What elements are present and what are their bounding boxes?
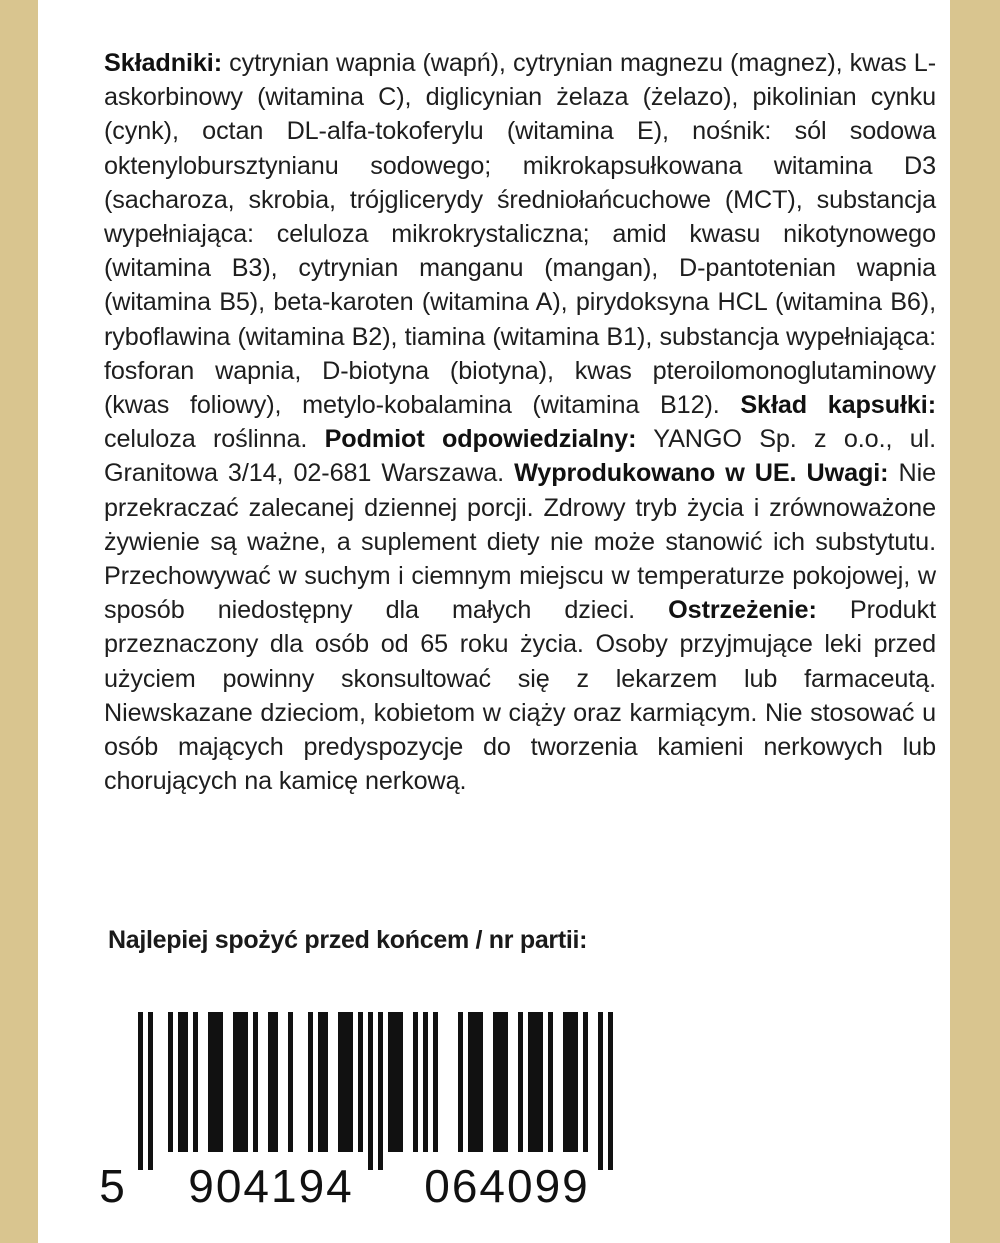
label-ostrzezenie: Ostrzeżenie: (668, 596, 817, 625)
barcode-bar (468, 1012, 483, 1152)
barcode-bar (288, 1012, 293, 1152)
barcode-bar (233, 1012, 248, 1152)
barcode-bar (338, 1012, 353, 1152)
barcode-bar (563, 1012, 578, 1152)
barcode-bar (148, 1012, 153, 1170)
barcode-bar (268, 1012, 278, 1152)
label-wyprodukowano: Wyprodukowano w UE. (514, 459, 797, 488)
barcode-bar (388, 1012, 403, 1152)
barcode-bar (178, 1012, 188, 1152)
label-podmiot: Podmiot odpowiedzialny: (324, 425, 637, 454)
text-uwagi: Nie przekraczać zalecanej dziennej porcji. Zdrowy tryb życia i zrównoważone żywienie są ważne, a suplement diety nie może stanowić ich substytutu. Przechowywać w suchym i ciemnym miejscu w temperaturze pokojowej, w sposób niedostępny dla małych dzieci. (104, 459, 936, 625)
barcode-bars (138, 1012, 613, 1170)
barcode-bar (608, 1012, 613, 1170)
barcode-bar (368, 1012, 373, 1170)
barcode-bar (583, 1012, 588, 1152)
barcode-bar (138, 1012, 143, 1170)
barcode-digit-first: 5 (99, 1160, 125, 1212)
barcode-bar (423, 1012, 428, 1152)
barcode (98, 1012, 638, 1212)
text-ostrzezenie: Produkt przeznaczony dla osób od 65 roku życia. Osoby przyjmujące leki przed użyciem powinny skonsultować się z lekarzem lub farmaceutą. Niewskazane dzieciom, kobietom w ciąży oraz karmiącym. Nie stosować u osób mających predyspozycje do tworzenia kamieni nerkowych lub chorujących na kamicę nerkową. (104, 596, 936, 796)
barcode-bar (458, 1012, 463, 1152)
label-uwagi: Uwagi: (806, 459, 889, 488)
barcode-bar (253, 1012, 258, 1152)
barcode-bar (598, 1012, 603, 1170)
best-before-label: Najlepiej spożyć przed końcem / nr partii: (108, 926, 588, 954)
barcode-bar (308, 1012, 313, 1152)
label-skladniki: Składniki: (104, 49, 222, 77)
barcode-digits-right: 064099 (424, 1160, 590, 1212)
barcode-bar (413, 1012, 418, 1152)
barcode-bar (378, 1012, 383, 1170)
label-sklad-kapsulki: Skład kapsułki: (740, 391, 936, 420)
barcode-bar (318, 1012, 328, 1152)
barcode-bar (433, 1012, 438, 1152)
label-card (38, 0, 950, 1243)
barcode-bar (193, 1012, 198, 1152)
text-sklad-kapsulki: celuloza roślinna. (104, 425, 325, 454)
barcode-bar (518, 1012, 523, 1152)
text-podmiot: YANGO Sp. z o.o., ul. Granitowa 3/14, 02-681 Warszawa. (104, 425, 937, 488)
barcode-bar (548, 1012, 553, 1152)
text-skladniki: cytrynian wapnia (wapń), cytrynian magnezu (magnez), kwas L-askorbinowy (witamina C), diglicynian żelaza (żelazo), pikolinian cynku (cynk), octan DL-alfa-tokoferylu (witamina E), nośnik: sól sodowa oktenylobursztynianu sodowego; mikrokapsułkowana witamina D3 (sacharoza, skrobia, trójglicerydy średniołańcuchowe (MCT), substancja wypełniająca: celuloza mikrokrystaliczna; amid kwasu nikotynowego (witamina B3), cytrynian manganu (mangan), D-pantotenian wapnia (witamina B5), beta-karoten (witamina A), pirydoksyna HCL (witamina B6), ryboflawina (witamina B2), tiamina (witamina B1), substancja wypełniająca: fosforan wapnia, D-biotyna (biotyna), kwas pteroilomonoglutaminowy (kwas foliowy), metylo-kobalamina (witamina B12). (104, 49, 936, 420)
barcode-bar (493, 1012, 508, 1152)
barcode-bar (208, 1012, 223, 1152)
barcode-bar (168, 1012, 173, 1152)
ingredients-text (104, 46, 936, 798)
barcode-bar (358, 1012, 363, 1152)
barcode-bar (528, 1012, 543, 1152)
barcode-digits-left: 904194 (188, 1160, 354, 1212)
